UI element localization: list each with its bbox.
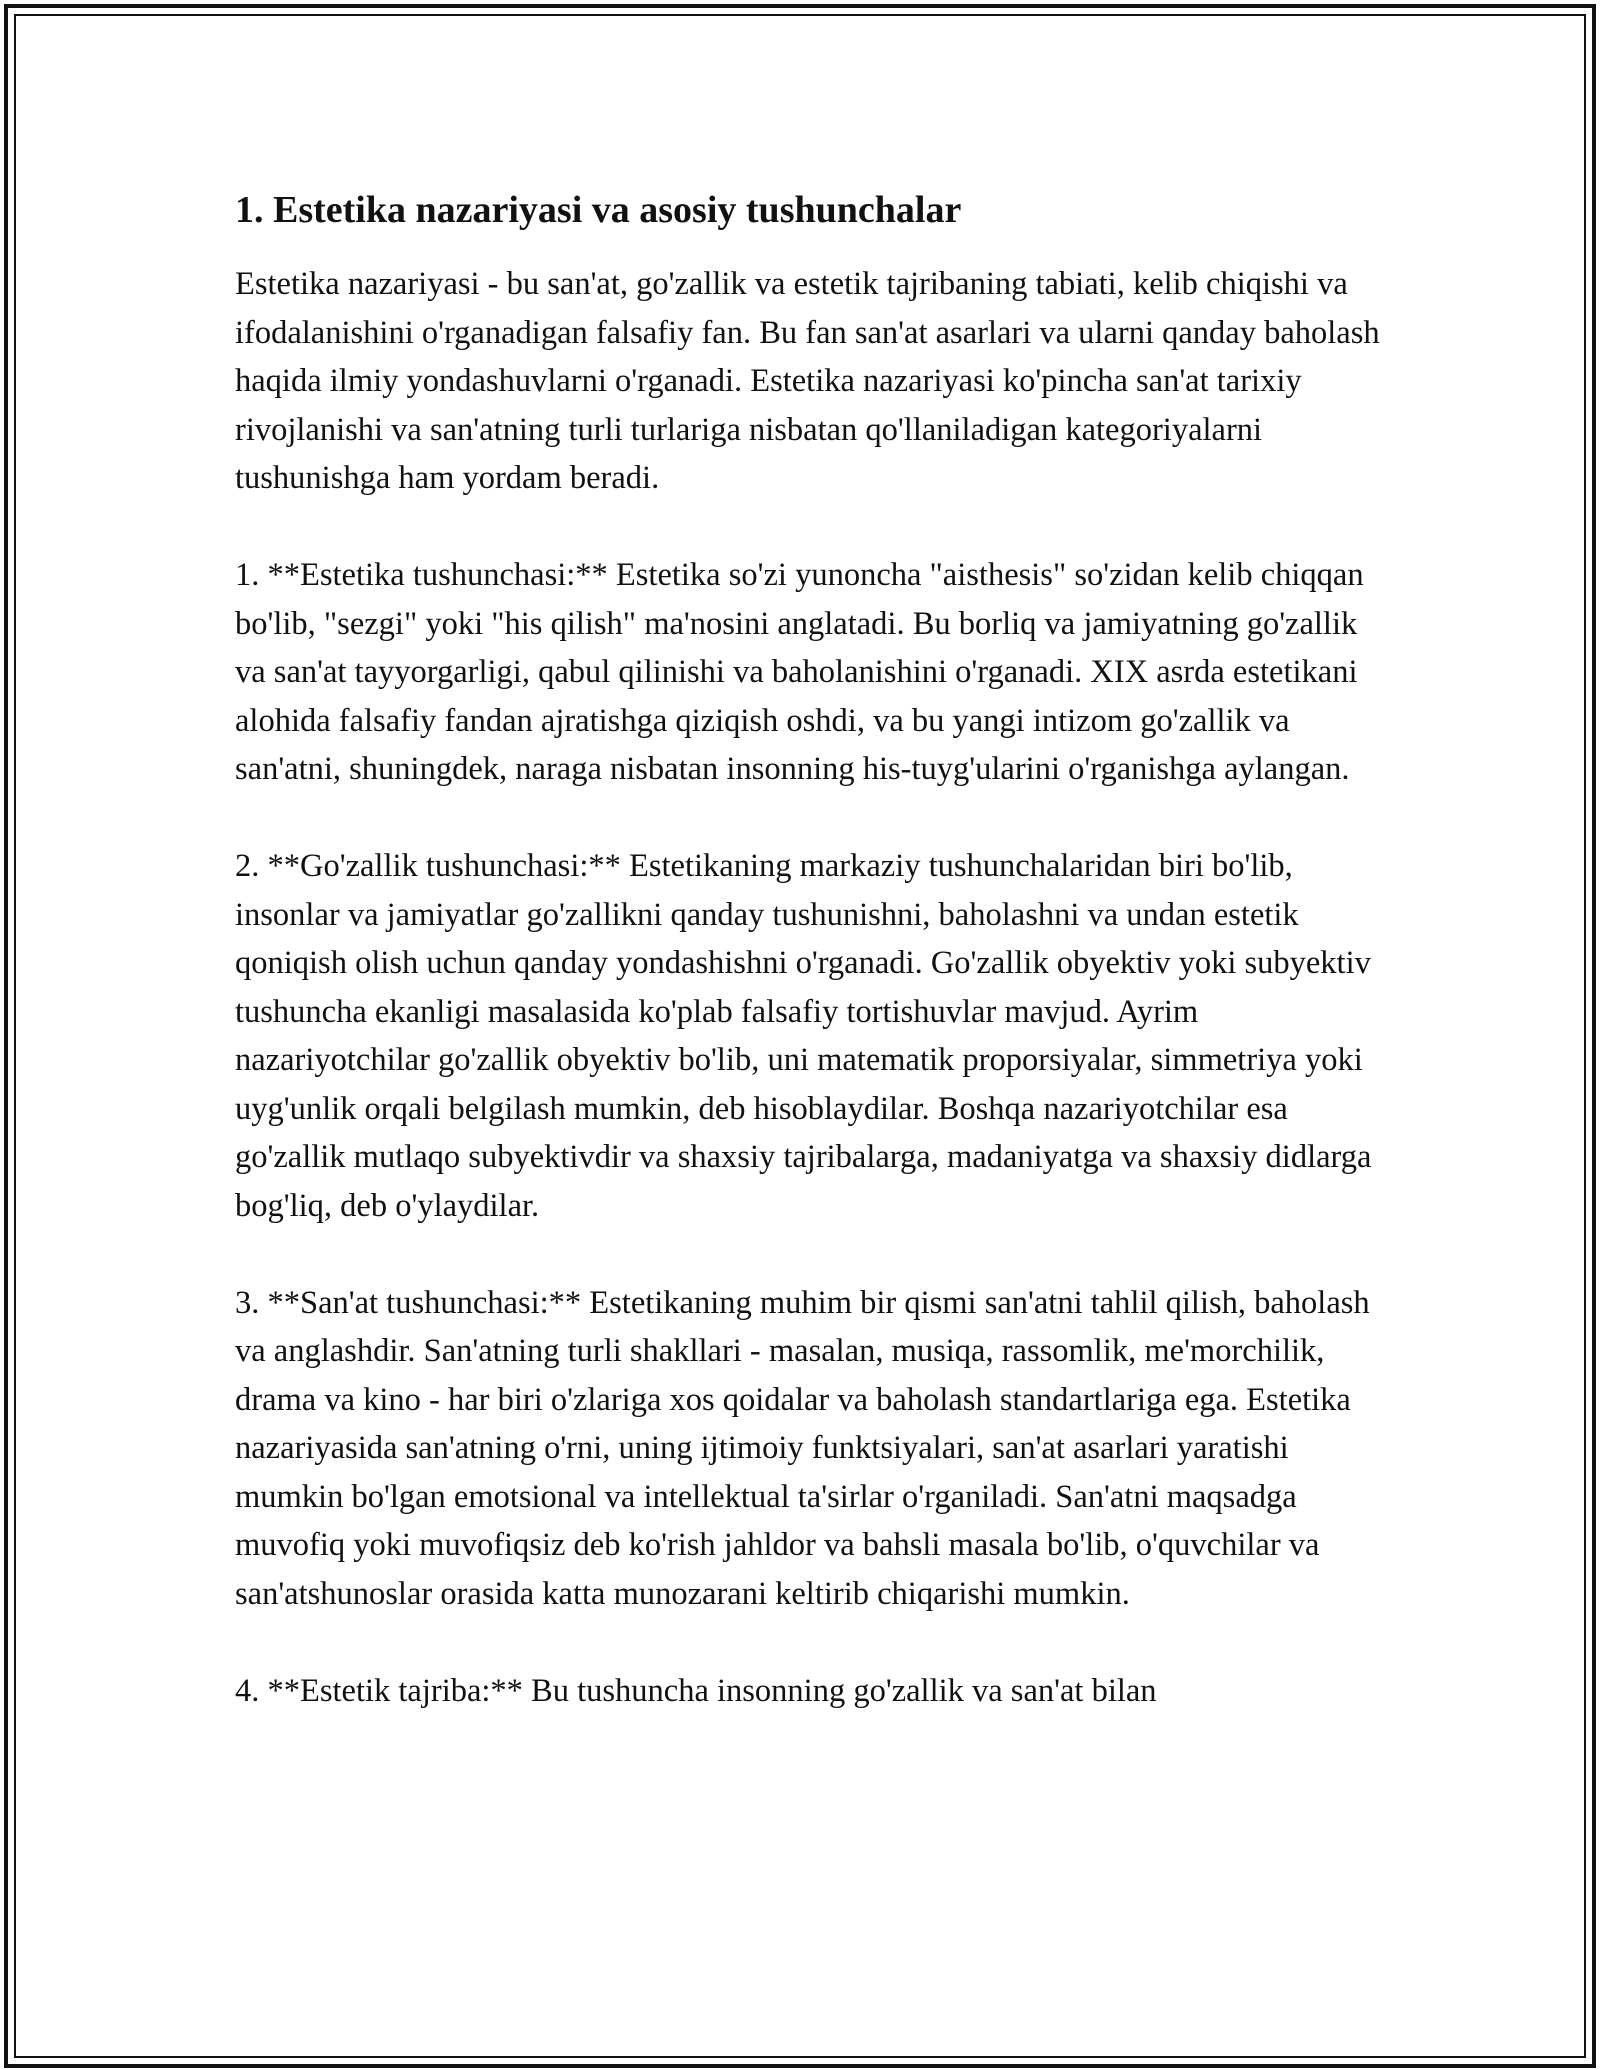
- paragraph-sanat-tushunchasi: 3. **San'at tushunchasi:** Estetikaning muhim bir qismi san'atni tahlil qilish, baholash va anglashdir. San'atning turli shakllari - masalan, musiqa, rassomlik, me'morchilik, drama va kino - har biri o'zlariga xos qoidalar va baholash standartlariga ega. Estetika nazariyasida san'atning o'rni, uning ijtimoiy funktsiyalari, san'at asarlari yaratishi mumkin bo'lgan emotsional va intellektual ta'sirlar o'rganiladi. San'atni maqsadga muvofiq yoki muvofiqsiz deb ko'rish jahldor va bahsli masala bo'lib, o'quvchilar va san'atshunoslar orasida katta munozarani keltirib chiqarishi mumkin.: [235, 1284, 1370, 1612]
- paragraph-estetika-tushunchasi: 1. **Estetika tushunchasi:** Estetika so'zi yunoncha "aisthesis" so'zidan kelib chiqqan bo'lib, "sezgi" yoki "his qilish" ma'nosini anglatadi. Bu borliq va jamiyatning go'zallik va san'at tayyorgarligi, qabul qilinishi va baholanishini o'rganadi. XIX asrda estetikani alohida falsafiy fandan ajratishga qiziqish oshdi, va bu yangi intizom go'zallik va san'atni, shuningdek, naraga nisbatan insonning his-tuyg'ularini o'rganishga aylangan.: [235, 557, 1364, 787]
- document-body: [235, 186, 1395, 1764]
- paragraph-estetik-tajriba: 4. **Estetik tajriba:** Bu tushuncha insonning go'zallik va san'at bilan: [235, 1672, 1157, 1709]
- paragraph-gozallik-tushunchasi: 2. **Go'zallik tushunchasi:** Estetikaning markaziy tushunchalaridan biri bo'lib, insonlar va jamiyatlar go'zallikni qanday tushunishni, baholashni va undan estetik qoniqish olish uchun qanday yondashishni o'rganadi. Go'zallik obyektiv yoki subyektiv tushuncha ekanligi masalasida ko'plab falsafiy tortishuvlar mavjud. Ayrim nazariyotchilar go'zallik obyektiv bo'lib, uni matematik proporsiyalar, simmetriya yoki uyg'unlik orqali belgilash mumkin, deb hisoblaydilar. Boshqa nazariyotchilar esa go'zallik mutlaqo subyektivdir va shaxsiy tajribalarga, madaniyatga va shaxsiy didlarga bog'liq, deb o'ylaydilar.: [235, 848, 1372, 1224]
- intro-paragraph: Estetika nazariyasi - bu san'at, go'zallik va estetik tajribaning tabiati, kelib chiqishi va ifodalanishini o'rganadigan falsafiy fan. Bu fan san'at asarlari va ularni qanday baholash haqida ilmiy yondashuvlarni o'rganadi. Estetika nazariyasi ko'pincha san'at tarixiy rivojlanishi va san'atning turli turlariga nisbatan qo'llaniladigan kategoriyalarni tushunishga ham yordam beradi.: [235, 266, 1380, 496]
- section-title: 1. Estetika nazariyasi va asosiy tushunchalar: [235, 189, 962, 231]
